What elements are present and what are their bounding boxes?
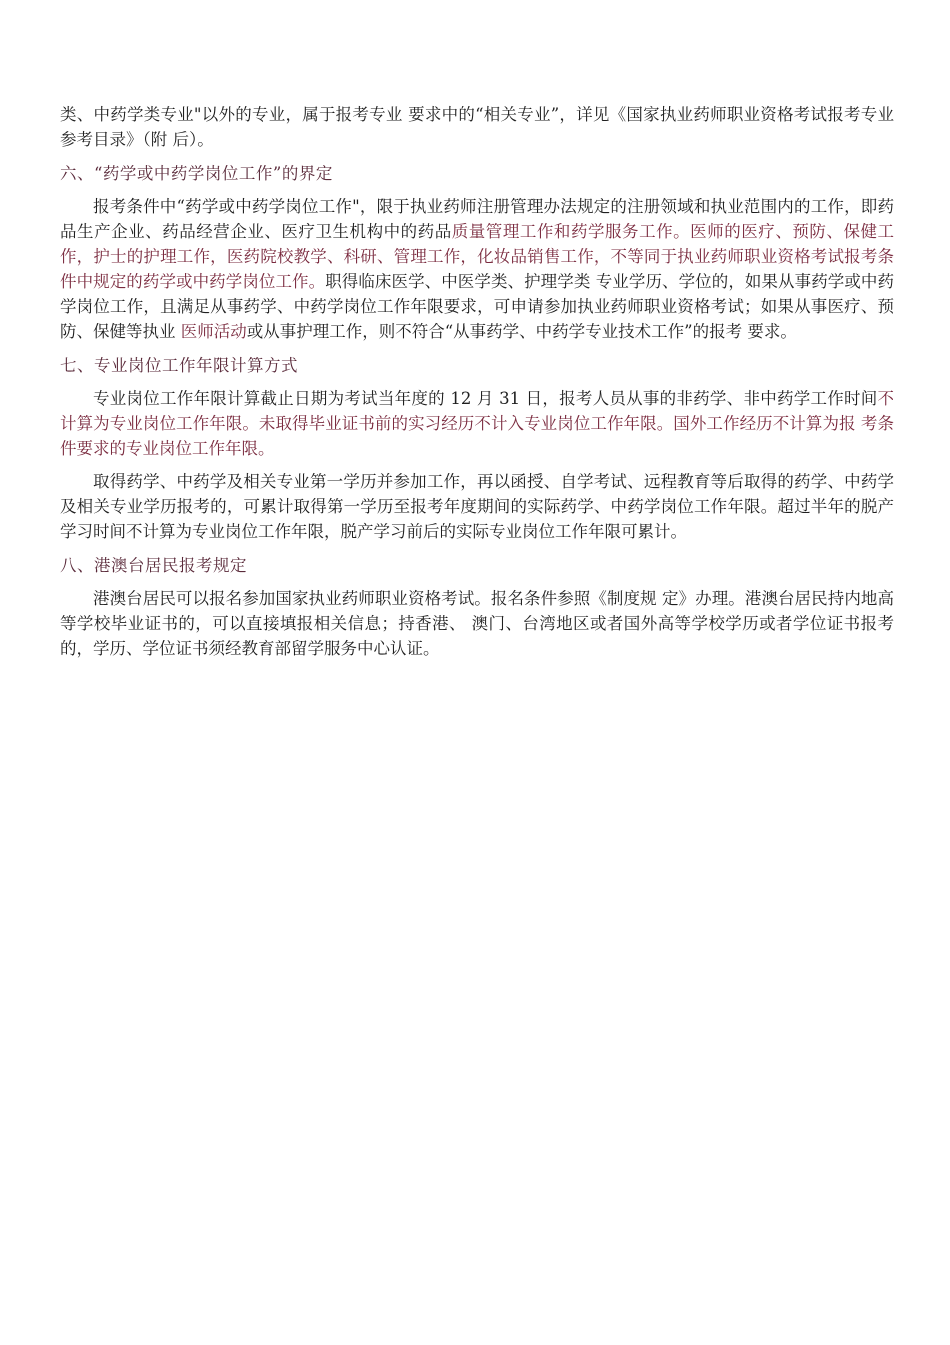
text-run: 港澳台居民可以报名参加国家执业药师职业资格考试。报名条件参照《制度规 定》办理。港澳台居民持内地高等学校毕业证书的，可以直接填报相关信息；持香港、 澳门、台湾地区或者国外高等学校学历或者学位证书报考的，学历、学位证书须经教育部留学服务中心认证。 (60, 589, 894, 658)
text-run: 取得药学、中药学及相关专业第一学历并参加工作，再以函授、自学考试、远程教育等后取得的药学、中药学及相关专业学历报考的，可累计取得第一学历至报考年度期间的实际药学、中药学岗位工作年限。超过半年的脱产学习时间不计算为专业岗位工作年限，脱产学习前后的实际专业岗位工作年限可累计。 (60, 472, 894, 541)
document-page (60, 102, 894, 669)
section-7-paragraph-2 (60, 469, 894, 544)
text-run: 质量管理工作和药学服务工作。医师的医疗、预防、保健工作，护士的护理工作，医药院校教学、科研、管理工作，化妆品销售工作，不等同于执业药师职业资格考试报考条件中规定的药学或中药学岗位工作。 (60, 222, 894, 291)
text-run: 职得临床医学、中医学类、护理学类 专业学历、学位的，如果从事药学或中药学岗位工作，且满足从事药学、中药学岗位工作年限要求，可申请参加执业药师职业资格考试；如果从事医疗、预防、保健等执业 (60, 272, 894, 341)
section-heading-7: 七、专业岗位工作年限计算方式 (60, 356, 298, 375)
section-heading-8: 八、港澳台居民报考规定 (60, 556, 247, 575)
section-8-paragraph (60, 586, 894, 661)
text-run: 报考条件中“药学或中药学岗位工作"，限于执业药师注册管理办法规定的注册领域和执业范围内的工作，即药品生产企业、药品经营企业、医疗卫生机构中的药品 (60, 197, 894, 241)
text-run: 或从事护理工作，则不符合“从事药学、中药学专业技术工作”的报考 要求。 (246, 322, 797, 341)
section-6-paragraph (60, 194, 894, 344)
section-7-paragraph-1 (60, 386, 894, 461)
section-heading-6: 六、“药学或中药学岗位工作”的界定 (60, 164, 333, 183)
text-run: 不计算为专业岗位工作年限。未取得毕业证书前的实习经历不计入专业岗位工作年限。国外工作经历不计算为报 考条件要求的专业岗位工作年限。 (60, 389, 894, 458)
text-run: 专业岗位工作年限计算截止日期为考试当年度的 12 月 31 日，报考人员从事的非药学、非中药学工作时间 (93, 389, 878, 408)
continuation-paragraph: 类、中药学类专业"以外的专业，属于报考专业 要求中的“相关专业”，详见《国家执业药师职业资格考试报考专业参考目录》（附 后）。 (60, 105, 894, 149)
text-run: 医师活动 (180, 322, 247, 341)
